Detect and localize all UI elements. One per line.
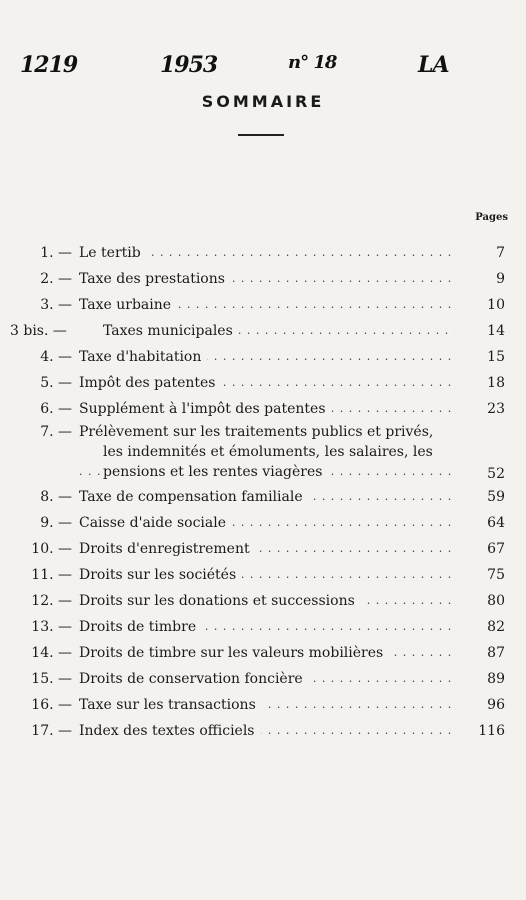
toc-entry bbox=[0, 344, 526, 370]
entry-page: 96 bbox=[487, 697, 505, 713]
entry-page: 9 bbox=[496, 271, 505, 287]
toc-entry bbox=[0, 536, 526, 562]
entry-page: 18 bbox=[487, 375, 505, 391]
entry-number: 3. — bbox=[40, 297, 72, 313]
entry-number: 12. — bbox=[31, 593, 72, 609]
entry-title: Taxes municipales bbox=[103, 323, 239, 339]
entry-number: 13. — bbox=[31, 619, 72, 635]
page-title: SOMMAIRE bbox=[201, 92, 325, 111]
entry-title: Droits d'enregistrement bbox=[79, 541, 256, 557]
table-of-contents bbox=[0, 240, 526, 744]
entry-title: Taxe sur les transactions bbox=[79, 697, 262, 713]
handwritten-initials: LA bbox=[418, 52, 449, 78]
entry-title: Taxe de compensation familiale bbox=[79, 489, 309, 505]
pages-column-header: Pages bbox=[475, 212, 508, 223]
toc-entry bbox=[0, 266, 526, 292]
toc-entry bbox=[0, 396, 526, 422]
entry-title: Droits sur les sociétés bbox=[79, 567, 242, 583]
toc-entry bbox=[0, 370, 526, 396]
entry-page: 64 bbox=[487, 515, 505, 531]
entry-page: 23 bbox=[487, 401, 505, 417]
entry-number: 11. — bbox=[31, 567, 72, 583]
entry-page: 116 bbox=[478, 723, 505, 739]
entry-page: 80 bbox=[487, 593, 505, 609]
toc-entry bbox=[0, 510, 526, 536]
toc-entry bbox=[0, 484, 526, 510]
entry-page: 14 bbox=[487, 323, 505, 339]
entry-number: 10. — bbox=[31, 541, 72, 557]
entry-title: Index des textes officiels bbox=[79, 723, 261, 739]
entry-number: 9. — bbox=[40, 515, 72, 531]
entry-page: 89 bbox=[487, 671, 505, 687]
toc-entry bbox=[0, 692, 526, 718]
entry-number: 5. — bbox=[40, 375, 72, 391]
entry-title: Impôt des patentes bbox=[79, 375, 222, 391]
entry-title: Droits de timbre bbox=[79, 619, 202, 635]
entry-title: Le tertib bbox=[79, 245, 147, 261]
toc-entry bbox=[0, 588, 526, 614]
entry-number: 1. — bbox=[40, 245, 72, 261]
toc-entry bbox=[0, 422, 526, 484]
toc-entry bbox=[0, 240, 526, 266]
entry-number: 14. — bbox=[31, 645, 72, 661]
entry-number: 17. — bbox=[31, 723, 72, 739]
handwritten-number: 1219 bbox=[20, 52, 78, 78]
entry-number: 8. — bbox=[40, 489, 72, 505]
toc-entry bbox=[0, 666, 526, 692]
handwritten-number-code: n° 18 bbox=[288, 52, 337, 73]
entry-title: Droits de timbre sur les valeurs mobilières bbox=[79, 645, 389, 661]
entry-page: 82 bbox=[487, 619, 505, 635]
entry-number: 16. — bbox=[31, 697, 72, 713]
entry-number: 15. — bbox=[31, 671, 72, 687]
handwritten-year: 1953 bbox=[160, 52, 218, 78]
entry-page: 7 bbox=[496, 245, 505, 261]
entry-title: Taxe urbaine bbox=[79, 297, 177, 313]
entry-page: 75 bbox=[487, 567, 505, 583]
entry-number: 4. — bbox=[40, 349, 72, 365]
entry-number: 3 bis. — bbox=[10, 323, 67, 339]
entry-title: Taxe d'habitation bbox=[79, 349, 207, 365]
entry-title: Supplément à l'impôt des patentes bbox=[79, 401, 332, 417]
entry-page: 67 bbox=[487, 541, 505, 557]
toc-entry bbox=[0, 292, 526, 318]
entry-title: Droits de conservation foncière bbox=[79, 671, 309, 687]
toc-entry bbox=[0, 640, 526, 666]
entry-page: 59 bbox=[487, 489, 505, 505]
entry-page: 10 bbox=[487, 297, 505, 313]
entry-title: Taxe des prestations bbox=[79, 271, 231, 287]
entry-number: 2. — bbox=[40, 271, 72, 287]
entry-title: Droits sur les donations et successions bbox=[79, 593, 361, 609]
entry-number: 7. — bbox=[40, 424, 72, 440]
title-divider bbox=[238, 134, 284, 136]
toc-entry bbox=[0, 562, 526, 588]
toc-entry bbox=[0, 718, 526, 744]
toc-entry bbox=[0, 614, 526, 640]
entry-page: 87 bbox=[487, 645, 505, 661]
entry-title-line: les indemnités et émoluments, les salaires, les bbox=[103, 444, 433, 460]
entry-title-line: Prélèvement sur les traitements publics et privés, bbox=[79, 424, 434, 440]
entry-number: 6. — bbox=[40, 401, 72, 417]
entry-title-line: pensions et les rentes viagères bbox=[103, 464, 328, 480]
toc-entry bbox=[0, 318, 526, 344]
entry-title: Caisse d'aide sociale bbox=[79, 515, 232, 531]
entry-page: 52 bbox=[487, 466, 505, 482]
entry-page: 15 bbox=[487, 349, 505, 365]
